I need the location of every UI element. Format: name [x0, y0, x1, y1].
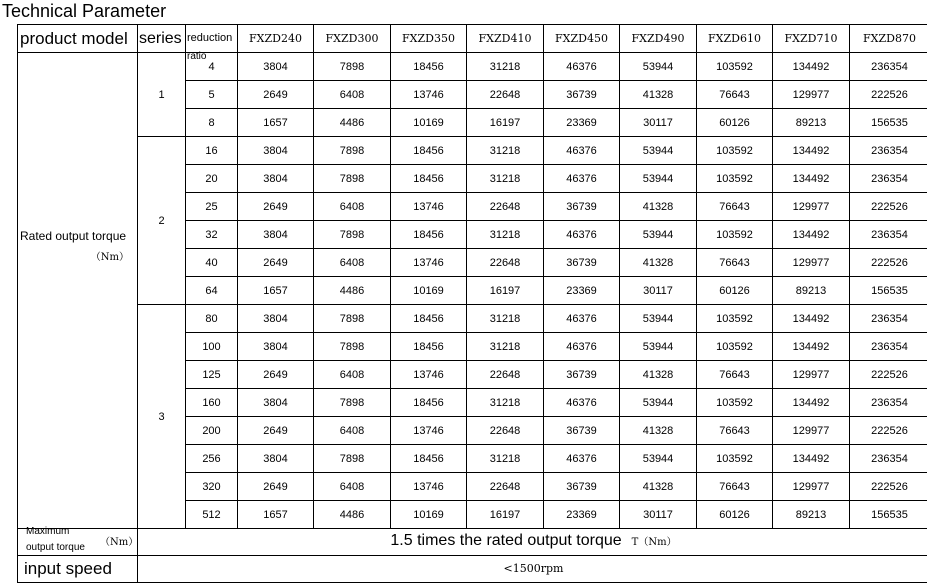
torque-value-cell: 41328: [620, 361, 697, 389]
torque-value-cell: 22648: [467, 473, 544, 501]
torque-value-cell: 60126: [697, 501, 773, 529]
torque-value-cell: 236354: [850, 333, 927, 361]
torque-value-cell: 76643: [697, 361, 773, 389]
torque-value-cell: 46376: [544, 165, 620, 193]
torque-value-cell: 13746: [391, 473, 467, 501]
header-reduction-ratio: [186, 25, 238, 53]
table-row: [18, 137, 927, 165]
torque-value-cell: 4486: [314, 277, 391, 305]
torque-value-cell: 2649: [238, 249, 314, 277]
torque-value-cell: 236354: [850, 165, 927, 193]
torque-value-cell: 31218: [467, 445, 544, 473]
torque-value-cell: 30117: [620, 501, 697, 529]
torque-value-cell: 18456: [391, 389, 467, 417]
torque-value-cell: 3804: [238, 389, 314, 417]
torque-value-cell: 6408: [314, 417, 391, 445]
torque-value-cell: 236354: [850, 53, 927, 81]
torque-value-cell: 76643: [697, 417, 773, 445]
torque-value-cell: 222526: [850, 193, 927, 221]
torque-value-cell: 13746: [391, 417, 467, 445]
torque-value-cell: 10169: [391, 277, 467, 305]
torque-value-cell: 89213: [773, 501, 850, 529]
torque-value-cell: 36739: [544, 473, 620, 501]
torque-value-cell: 53944: [620, 445, 697, 473]
torque-value-cell: 41328: [620, 417, 697, 445]
header-reduction-line2: ratio: [187, 51, 206, 63]
torque-value-cell: 76643: [697, 193, 773, 221]
torque-value-cell: 36739: [544, 361, 620, 389]
max-torque-value-text: 1.5 times the rated output torque: [390, 532, 621, 549]
header-model: FXZD350: [391, 25, 467, 53]
series-cell: 1: [138, 53, 186, 137]
max-torque-label-unit: （Nm）: [100, 537, 138, 549]
torque-value-cell: 3804: [238, 221, 314, 249]
torque-value-cell: 18456: [391, 333, 467, 361]
torque-value-cell: 134492: [773, 305, 850, 333]
ratio-cell: 20: [186, 165, 238, 193]
torque-value-cell: 7898: [314, 305, 391, 333]
torque-value-cell: 41328: [620, 249, 697, 277]
torque-value-cell: 129977: [773, 81, 850, 109]
torque-value-cell: 7898: [314, 445, 391, 473]
header-model: FXZD450: [544, 25, 620, 53]
torque-value-cell: 134492: [773, 445, 850, 473]
page-title: Technical Parameter: [2, 0, 166, 22]
torque-value-cell: 31218: [467, 333, 544, 361]
max-torque-row: [18, 529, 927, 556]
max-torque-label-line2: output torque: [26, 542, 85, 554]
header-product-model: product model: [18, 25, 138, 53]
torque-value-cell: 13746: [391, 193, 467, 221]
torque-value-cell: 22648: [467, 249, 544, 277]
ratio-cell: 160: [186, 389, 238, 417]
torque-value-cell: 3804: [238, 53, 314, 81]
header-model: FXZD490: [620, 25, 697, 53]
torque-value-cell: 129977: [773, 361, 850, 389]
torque-value-cell: 103592: [697, 221, 773, 249]
torque-value-cell: 23369: [544, 501, 620, 529]
ratio-cell: 4: [186, 53, 238, 81]
ratio-cell: 200: [186, 417, 238, 445]
torque-value-cell: 2649: [238, 193, 314, 221]
torque-value-cell: 31218: [467, 389, 544, 417]
torque-value-cell: 1657: [238, 501, 314, 529]
torque-value-cell: 18456: [391, 305, 467, 333]
torque-value-cell: 46376: [544, 53, 620, 81]
torque-value-cell: 76643: [697, 473, 773, 501]
torque-value-cell: 41328: [620, 473, 697, 501]
input-speed-label: input speed: [18, 556, 138, 583]
torque-value-cell: 46376: [544, 137, 620, 165]
torque-value-cell: 3804: [238, 445, 314, 473]
torque-value-cell: 103592: [697, 53, 773, 81]
ratio-cell: 125: [186, 361, 238, 389]
torque-value-cell: 6408: [314, 249, 391, 277]
max-torque-label: [18, 529, 138, 556]
torque-value-cell: 103592: [697, 165, 773, 193]
torque-value-cell: 23369: [544, 109, 620, 137]
torque-value-cell: 7898: [314, 333, 391, 361]
torque-value-cell: 236354: [850, 389, 927, 417]
input-speed-row: [18, 556, 927, 583]
torque-value-cell: 6408: [314, 473, 391, 501]
torque-value-cell: 156535: [850, 501, 927, 529]
header-row: [18, 25, 927, 53]
torque-value-cell: 22648: [467, 417, 544, 445]
torque-value-cell: 7898: [314, 53, 391, 81]
torque-value-cell: 60126: [697, 277, 773, 305]
torque-value-cell: 6408: [314, 193, 391, 221]
torque-value-cell: 76643: [697, 81, 773, 109]
ratio-cell: 100: [186, 333, 238, 361]
torque-value-cell: 46376: [544, 221, 620, 249]
ratio-cell: 40: [186, 249, 238, 277]
torque-value-cell: 6408: [314, 81, 391, 109]
ratio-cell: 8: [186, 109, 238, 137]
torque-value-cell: 13746: [391, 249, 467, 277]
torque-value-cell: 3804: [238, 165, 314, 193]
ratio-cell: 64: [186, 277, 238, 305]
torque-value-cell: 134492: [773, 221, 850, 249]
torque-value-cell: 3804: [238, 333, 314, 361]
torque-value-cell: 46376: [544, 445, 620, 473]
series-cell: 2: [138, 137, 186, 305]
torque-value-cell: 53944: [620, 165, 697, 193]
torque-value-cell: 22648: [467, 193, 544, 221]
torque-value-cell: 222526: [850, 417, 927, 445]
torque-value-cell: 222526: [850, 473, 927, 501]
torque-value-cell: 156535: [850, 277, 927, 305]
torque-value-cell: 103592: [697, 333, 773, 361]
ratio-cell: 80: [186, 305, 238, 333]
ratio-cell: 5: [186, 81, 238, 109]
torque-value-cell: 18456: [391, 221, 467, 249]
torque-value-cell: 134492: [773, 333, 850, 361]
max-torque-label-line1: Maximum: [26, 526, 69, 538]
torque-value-cell: 236354: [850, 221, 927, 249]
torque-value-cell: 60126: [697, 109, 773, 137]
torque-value-cell: 236354: [850, 137, 927, 165]
torque-value-cell: 222526: [850, 361, 927, 389]
torque-value-cell: 36739: [544, 249, 620, 277]
header-reduction-line1: reduction: [187, 32, 232, 44]
header-model: FXZD300: [314, 25, 391, 53]
torque-value-cell: 53944: [620, 389, 697, 417]
torque-value-cell: 53944: [620, 333, 697, 361]
torque-value-cell: 129977: [773, 473, 850, 501]
torque-value-cell: 31218: [467, 221, 544, 249]
torque-value-cell: 41328: [620, 193, 697, 221]
torque-value-cell: 36739: [544, 193, 620, 221]
torque-value-cell: 3804: [238, 137, 314, 165]
torque-value-cell: 22648: [467, 81, 544, 109]
header-model: FXZD410: [467, 25, 544, 53]
torque-value-cell: 30117: [620, 109, 697, 137]
torque-value-cell: 4486: [314, 501, 391, 529]
torque-value-cell: 89213: [773, 277, 850, 305]
torque-value-cell: 89213: [773, 109, 850, 137]
ratio-cell: 16: [186, 137, 238, 165]
torque-value-cell: 10169: [391, 501, 467, 529]
torque-value-cell: 1657: [238, 277, 314, 305]
torque-value-cell: 76643: [697, 249, 773, 277]
torque-value-cell: 236354: [850, 445, 927, 473]
torque-value-cell: 22648: [467, 361, 544, 389]
torque-value-cell: 6408: [314, 361, 391, 389]
torque-value-cell: 134492: [773, 389, 850, 417]
torque-value-cell: 46376: [544, 333, 620, 361]
torque-value-cell: 53944: [620, 221, 697, 249]
torque-value-cell: 53944: [620, 53, 697, 81]
torque-value-cell: 103592: [697, 137, 773, 165]
max-torque-value: [138, 529, 927, 556]
torque-value-cell: 134492: [773, 53, 850, 81]
torque-value-cell: 53944: [620, 137, 697, 165]
torque-value-cell: 13746: [391, 361, 467, 389]
torque-value-cell: 134492: [773, 137, 850, 165]
torque-value-cell: 36739: [544, 417, 620, 445]
torque-value-cell: 18456: [391, 165, 467, 193]
ratio-cell: 512: [186, 501, 238, 529]
torque-value-cell: 41328: [620, 81, 697, 109]
rated-output-torque-label: [18, 53, 138, 529]
torque-value-cell: 7898: [314, 389, 391, 417]
torque-value-cell: 18456: [391, 445, 467, 473]
header-model: FXZD870: [850, 25, 927, 53]
input-speed-value: <1500rpm: [138, 556, 927, 583]
torque-value-cell: 103592: [697, 389, 773, 417]
torque-value-cell: 156535: [850, 109, 927, 137]
technical-parameter-table: [17, 24, 927, 583]
torque-value-cell: 31218: [467, 165, 544, 193]
torque-value-cell: 222526: [850, 81, 927, 109]
table-row: [18, 53, 927, 81]
torque-value-cell: 2649: [238, 473, 314, 501]
ratio-cell: 32: [186, 221, 238, 249]
ratio-cell: 320: [186, 473, 238, 501]
torque-value-cell: 103592: [697, 445, 773, 473]
torque-value-cell: 1657: [238, 109, 314, 137]
table-row: [18, 305, 927, 333]
torque-value-cell: 4486: [314, 109, 391, 137]
torque-value-cell: 222526: [850, 249, 927, 277]
torque-value-cell: 53944: [620, 305, 697, 333]
torque-value-cell: 10169: [391, 109, 467, 137]
torque-value-cell: 7898: [314, 221, 391, 249]
header-model: FXZD240: [238, 25, 314, 53]
ratio-cell: 25: [186, 193, 238, 221]
torque-value-cell: 129977: [773, 417, 850, 445]
header-model: FXZD710: [773, 25, 850, 53]
torque-value-cell: 3804: [238, 305, 314, 333]
torque-value-cell: 31218: [467, 305, 544, 333]
torque-value-cell: 2649: [238, 361, 314, 389]
torque-value-cell: 2649: [238, 417, 314, 445]
torque-value-cell: 13746: [391, 81, 467, 109]
ratio-cell: 256: [186, 445, 238, 473]
max-torque-value-unit: T（Nm）: [632, 537, 677, 548]
torque-value-cell: 7898: [314, 165, 391, 193]
torque-value-cell: 30117: [620, 277, 697, 305]
torque-value-cell: 46376: [544, 305, 620, 333]
torque-value-cell: 16197: [467, 501, 544, 529]
torque-value-cell: 31218: [467, 137, 544, 165]
torque-value-cell: 129977: [773, 193, 850, 221]
torque-value-cell: 16197: [467, 109, 544, 137]
header-model: FXZD610: [697, 25, 773, 53]
torque-value-cell: 129977: [773, 249, 850, 277]
rated-output-torque-unit: （Nm）: [20, 247, 137, 269]
torque-value-cell: 18456: [391, 53, 467, 81]
torque-value-cell: 134492: [773, 165, 850, 193]
torque-value-cell: 31218: [467, 53, 544, 81]
torque-value-cell: 236354: [850, 305, 927, 333]
torque-value-cell: 23369: [544, 277, 620, 305]
torque-value-cell: 16197: [467, 277, 544, 305]
torque-value-cell: 46376: [544, 389, 620, 417]
torque-value-cell: 18456: [391, 137, 467, 165]
torque-value-cell: 7898: [314, 137, 391, 165]
torque-value-cell: 103592: [697, 305, 773, 333]
rated-output-torque-text: Rated output torque: [20, 229, 126, 243]
torque-value-cell: 36739: [544, 81, 620, 109]
series-cell: 3: [138, 305, 186, 529]
header-series: series: [138, 25, 186, 53]
torque-value-cell: 2649: [238, 81, 314, 109]
